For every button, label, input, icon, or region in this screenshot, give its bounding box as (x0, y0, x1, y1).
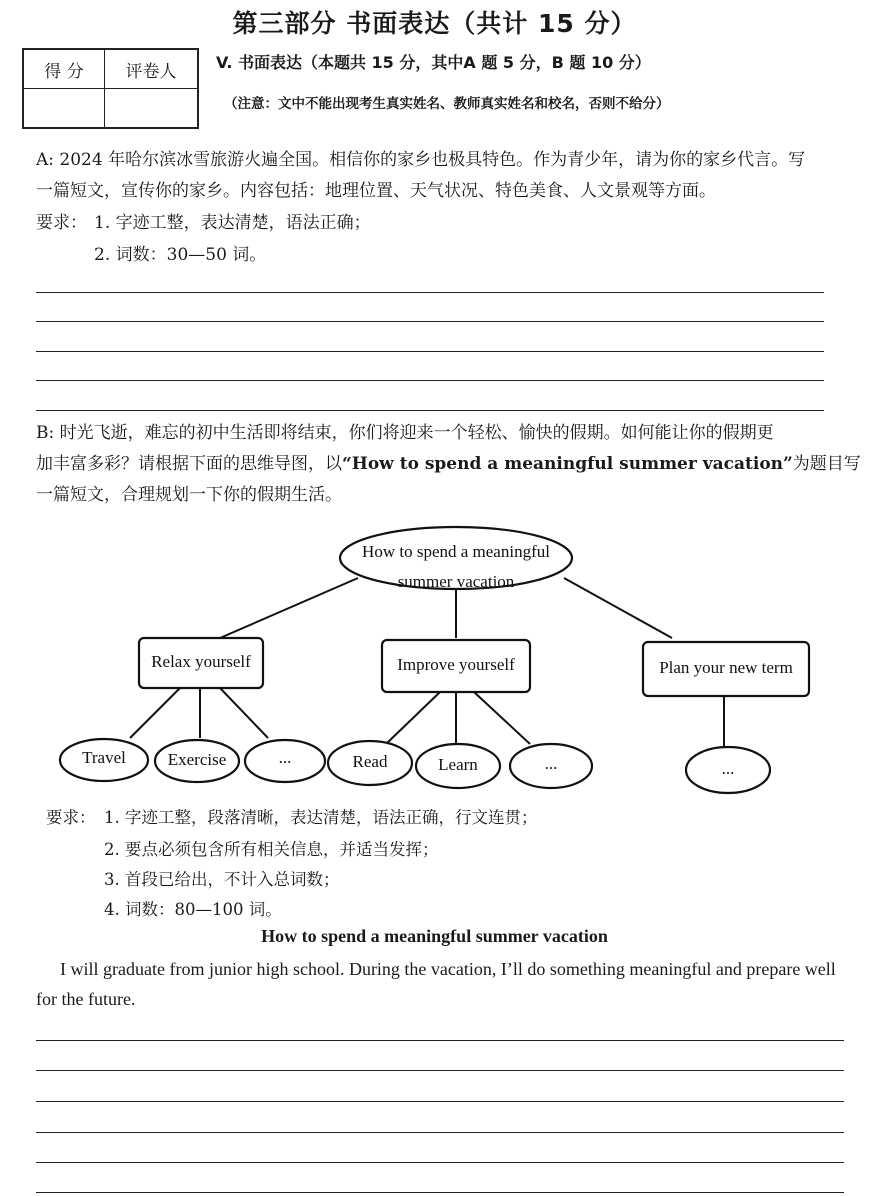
writing-line[interactable] (36, 351, 824, 352)
writing-line[interactable] (36, 1162, 844, 1163)
part-b-line-1: B: 时光飞逝，难忘的初中生活即将结束，你们将迎来一个轻松、愉快的假期。如何能让你的假期更 (36, 423, 774, 443)
grader-cell[interactable] (105, 89, 199, 129)
writing-line[interactable] (36, 1101, 844, 1102)
essay-title: How to spend a meaningful summer vacation (261, 926, 608, 946)
branch-improve-label: Improve yourself (397, 655, 515, 674)
part-b-requirements-label: 要求： (46, 808, 96, 827)
part-a-requirement-2: 2. 词数：30—50 词。 (94, 245, 267, 265)
essay-opening: I will graduate from junior high school. During the vacation, I’ll do something meaningful and prepare well for the future. (36, 959, 836, 1009)
essay-topic: “How to spend a meaningful summer vacation” (342, 454, 793, 474)
writing-line[interactable] (36, 1132, 844, 1133)
part-b-requirement-2: 2. 要点必须包含所有相关信息，并适当发挥； (104, 840, 439, 859)
part-a-requirement-1: 1. 字迹工整，表达清楚，语法正确； (94, 213, 371, 233)
mind-map-connector (220, 688, 268, 738)
part-b-requirement-3: 3. 首段已给出，不计入总词数； (104, 870, 340, 889)
writing-line[interactable] (36, 1040, 844, 1041)
part-b-line-3: 一篇短文，合理规划一下你的假期生活。 (36, 485, 342, 505)
part-b-requirement-4: 4. 词数：80—100 词。 (104, 900, 282, 919)
writing-line[interactable] (36, 1192, 844, 1193)
leaf-ellipsis-label: ... (544, 754, 558, 773)
root-label-line-1: How to spend a meaningful (362, 542, 550, 561)
part-b-requirement-1: 1. 字迹工整，段落清晰，表达清楚，语法正确，行文连贯； (104, 808, 538, 827)
mind-map-connector (564, 578, 672, 638)
branch-plan-label: Plan your new term (659, 658, 793, 677)
part-b-line-2-pre: 加丰富多彩？请根据下面的思维导图，以 (36, 454, 342, 474)
part-a-requirements-label: 要求： (36, 213, 87, 233)
leaf-ellipsis-label: ... (721, 759, 735, 778)
mind-map-connector (474, 692, 530, 744)
grader-header: 评卷人 (105, 49, 199, 89)
writing-line[interactable] (36, 410, 824, 411)
mind-map-connector (130, 688, 180, 738)
leaf-exercise-label: Exercise (167, 750, 227, 769)
leaf-travel-label: Travel (82, 748, 126, 767)
writing-line[interactable] (36, 292, 824, 293)
score-cell[interactable] (23, 89, 105, 129)
part-b-line-2-post: 为题目写 (792, 454, 861, 474)
root-label-line-2: summer vacation (397, 572, 515, 591)
writing-line[interactable] (36, 1070, 844, 1071)
branch-relax-label: Relax yourself (151, 652, 251, 671)
writing-line[interactable] (36, 321, 824, 322)
leaf-ellipsis-label: ... (278, 748, 292, 767)
section-heading: V. 书面表达（本题共 15 分，其中A 题 5 分，B 题 10 分） (216, 53, 651, 72)
mind-map-connector (220, 578, 358, 638)
score-table (22, 48, 199, 129)
page-title: 第三部分 书面表达（共计 15 分） (232, 9, 637, 38)
writing-line[interactable] (36, 380, 824, 381)
notice-text: （注意：文中不能出现考生真实姓名、教师真实姓名和校名，否则不给分） (224, 96, 670, 112)
score-header: 得 分 (23, 49, 105, 89)
leaf-learn-label: Learn (438, 755, 478, 774)
part-a-line-1: A: 2024 年哈尔滨冰雪旅游火遍全国。相信你的家乡也极具特色。作为青少年，请为你的家乡代言。写 (36, 150, 806, 170)
part-b-line-2 (36, 449, 861, 479)
part-a-line-2: 一篇短文，宣传你的家乡。内容包括：地理位置、天气状况、特色美食、人文景观等方面。 (36, 181, 716, 201)
mind-map-root-label (342, 537, 570, 597)
leaf-read-label: Read (352, 752, 388, 771)
mind-map-connector (386, 692, 440, 744)
